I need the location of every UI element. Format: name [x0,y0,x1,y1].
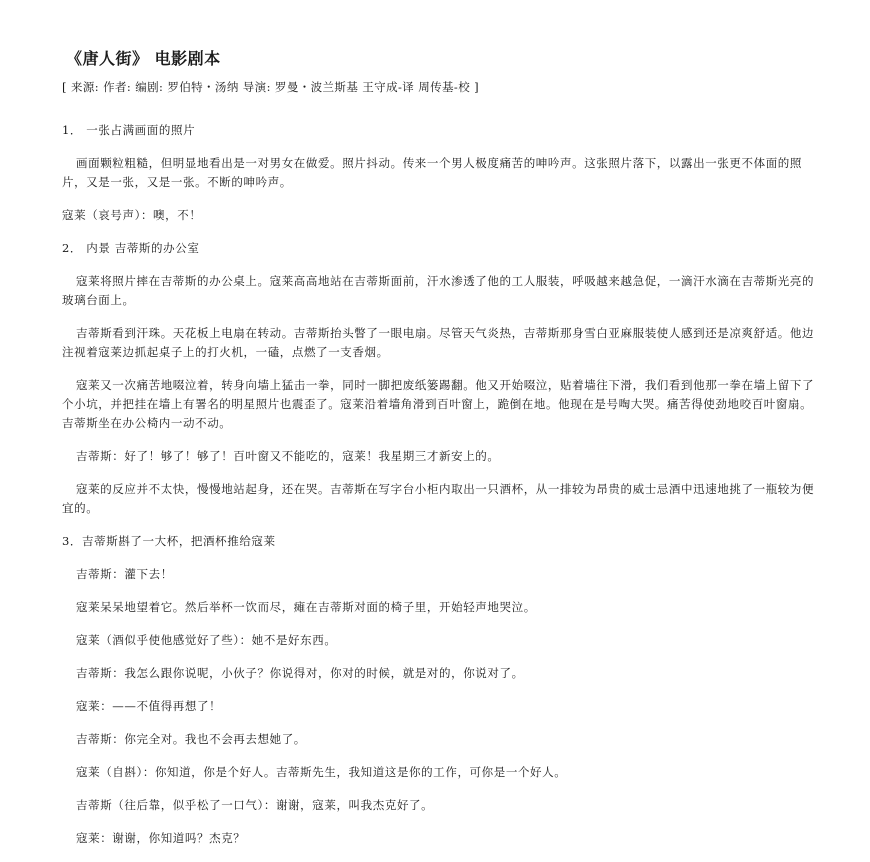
document-body [62,121,822,848]
script-dialog: 寇莱（自斟）：你知道，你是个好人。吉蒂斯先生，我知道这是你的工作，可你是一个好人。 [76,765,567,779]
script-para: 寇莱的反应并不太快，慢慢地站起身，还在哭。吉蒂斯在写字台小柜内取出一只酒杯，从一排较为昂贵的威士忌酒中迅速地挑了一瓶较为便宜的。 [62,482,815,515]
script-dialog: 吉蒂斯：你完全对。我也不会再去想她了。 [76,732,306,746]
document-source: [ 来源: 作者: 编剧: 罗伯特・汤纳 导演: 罗曼・波兰斯基 王守成-译 周传基-校 ] [62,80,480,94]
script-dialog: 寇莱：谢谢，你知道吗？杰克？ [76,831,246,845]
script-para: 寇莱将照片摔在吉蒂斯的办公桌上。寇莱高高地站在吉蒂斯面前，汗水渗透了他的工人服装，呼吸越来越急促，一滴汗水滴在吉蒂斯光亮的玻璃台面上。 [62,274,815,307]
script-para: 寇莱又一次痛苦地啜泣着，转身向墙上猛击一拳，同时一脚把废纸篓踢翻。他又开始啜泣，贴着墙往下滑，我们看到他那一拳在墙上留下了个小坑，并把挂在墙上有署名的明星照片也震歪了。寇莱沿着墙角滑到百叶窗上，跪倒在地。他现在是号啕大哭。痛苦得使劲地咬百叶窗扇。吉蒂斯坐在办公椅内一动不动。 [62,378,815,430]
document-title: 《唐人街》 电影剧本 [66,49,221,68]
script-para: 画面颗粒粗糙，但明显地看出是一对男女在做爱。照片抖动。传来一个男人极度痛苦的呻吟声。这张照片落下，以露出一张更不体面的照片，又是一张，又是一张。不断的呻吟声。 [62,156,802,189]
script-heading: 2． 内景 吉蒂斯的办公室 [62,241,200,255]
script-dialog: 吉蒂斯：我怎么跟你说呢，小伙子？你说得对，你对的时候，就是对的，你说对了。 [76,666,524,680]
script-line: 寇莱（哀号声）：噢，不！ [62,208,202,222]
script-heading: 1． 一张占满画面的照片 [62,123,196,137]
script-heading: 3．吉蒂斯斟了一大杯，把酒杯推给寇莱 [62,534,276,548]
script-dialog: 吉蒂斯：灌下去！ [76,567,173,581]
script-dialog: 寇莱：——不值得再想了！ [76,699,222,713]
script-dialog: 寇莱（酒似乎使他感觉好了些）：她不是好东西。 [76,633,337,647]
document-page [62,46,822,862]
script-dialog: 寇莱呆呆地望着它。然后举杯一饮而尽，瘫在吉蒂斯对面的椅子里，开始轻声地哭泣。 [76,600,536,614]
script-para: 吉蒂斯看到汗珠。天花板上电扇在转动。吉蒂斯抬头瞥了一眼电扇。尽管天气炎热，吉蒂斯那身雪白亚麻服装使人感到还是凉爽舒适。他边注视着寇莱边抓起桌子上的打火机，一磕，点燃了一支香烟。 [62,326,815,359]
script-dialog: 吉蒂斯：好了！够了！够了！百叶窗又不能吃的，寇莱！我星期三才新安上的。 [76,449,500,463]
script-dialog: 吉蒂斯（往后靠，似乎松了一口气）：谢谢，寇莱，叫我杰克好了。 [76,798,434,812]
